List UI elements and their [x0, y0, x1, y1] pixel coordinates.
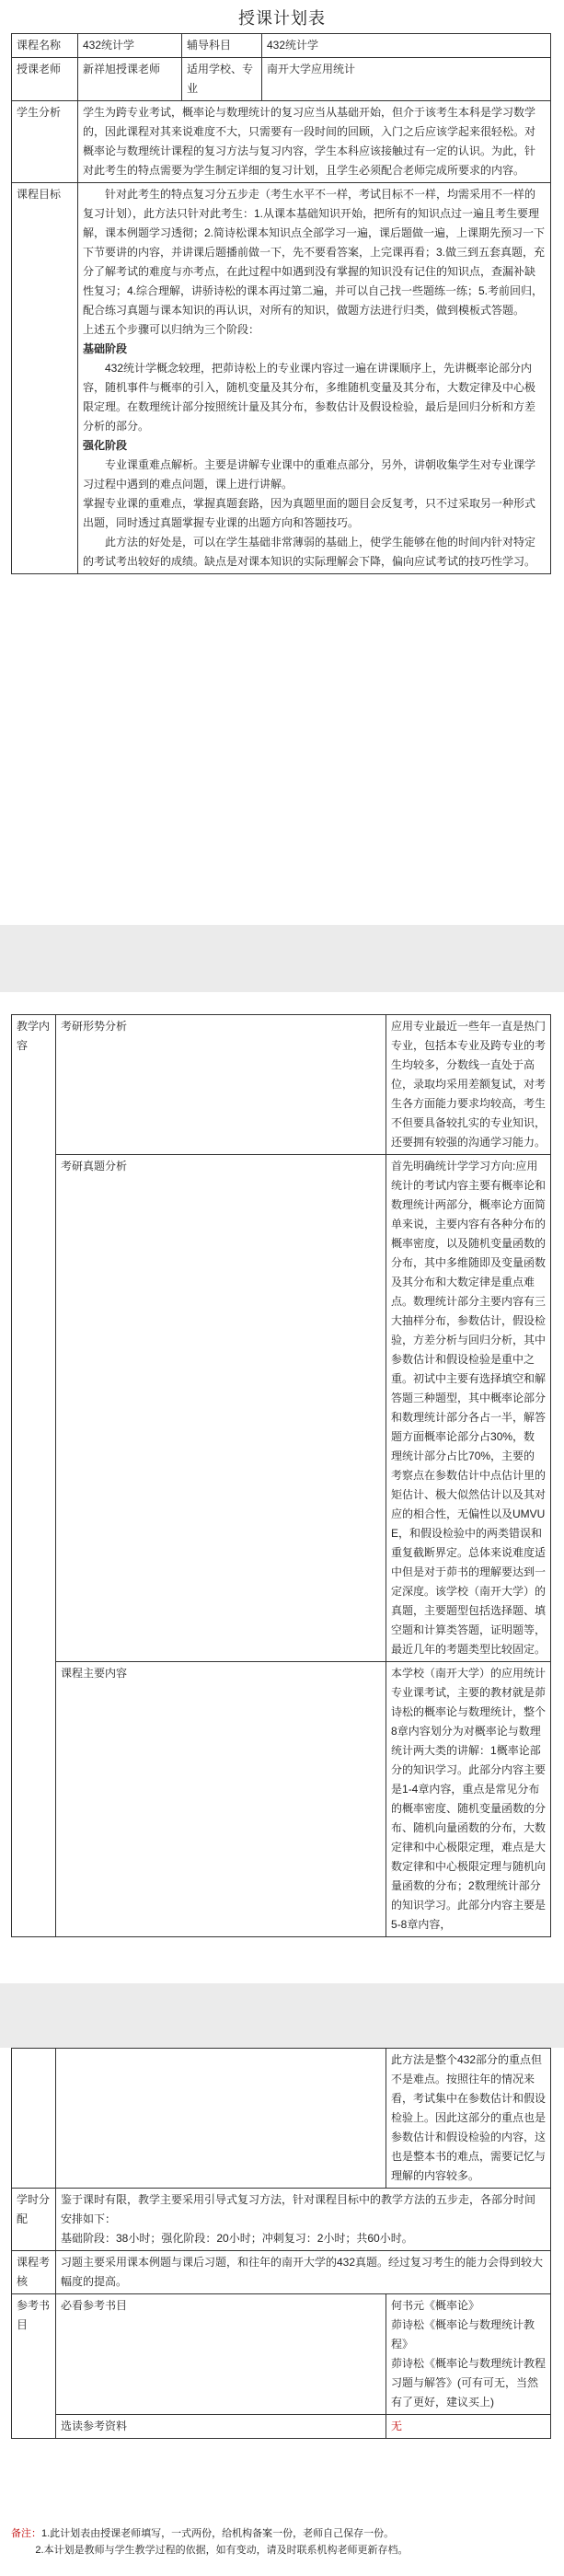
notes-line-1: 1.此计划表由授课老师填写，一式两份，给机构备案一份，老师自己保存一份。 [41, 2528, 395, 2539]
plan-table-part-1 [11, 33, 551, 574]
notes [11, 2526, 554, 2559]
analysis-label: 学生分析 [12, 101, 78, 183]
teacher-row [12, 58, 551, 101]
assessment-row [12, 2251, 551, 2294]
main-row [12, 1662, 551, 1937]
main-cont-row [12, 2049, 551, 2189]
stage2-text-3: 此方法的好处是，可以在学生基础非常薄弱的基础上，使学生能够在他的时间内针对特定的考试考出较好的成绩。缺点是对课本知识的实际理解会下降，偏向应试考试的技巧性学习。 [83, 536, 536, 568]
subject-value: 432统计学 [262, 34, 551, 58]
course-row [12, 34, 551, 58]
document-page-2 [0, 992, 564, 1983]
time-label: 学时分配 [12, 2189, 56, 2251]
time-text: 鉴于课时有限，教学主要采用引导式复习方法，针对课程目标中的教学方法的五步走，各部分时间安排如下： [61, 2193, 536, 2225]
school-value: 南开大学应用统计 [262, 58, 551, 101]
books-optional-row [12, 2415, 551, 2439]
analysis-row [12, 101, 551, 183]
school-label: 适用学校、专业 [182, 58, 262, 101]
notes-head: 备注： [11, 2528, 41, 2539]
stage2-title: 强化阶段 [83, 439, 128, 452]
goal-row [12, 183, 551, 574]
notes-line-2: 2.本计划是教师与学生教学过程的依据，如有变动，请及时联系机构老师更新存档。 [35, 2544, 409, 2556]
exam-row [12, 1155, 551, 1662]
goal-intro: 针对此考生的特点复习分五步走（考生水平不一样，考试目标不一样，均需采用不一样的复习计划），此方法只针对此考生：1.从课本基础知识开始，把所有的知识点过一遍且考生要理解，课本例题学习透彻；2.简诗松课本知识点全部学习一遍，课后题做一遍，上课期先预习一下下节要讲的内容，并讲课后题播前做一下，先不要看答案，上完课再看；3.做三到五套真题，充分了解考试的难度与亦考点，在此过程中如遇到没有掌握的知识没有记住的知识点，查漏补缺性复习；4.综合理解，讲骄诗松的课本再过第二遍，并可以自己找一些题练一练；5.考前回归，配合练习真题与课本知识的再认识，对所有的知识，做题方法进行归类，做到模板式答题。 [83, 188, 546, 317]
time-row [12, 2189, 551, 2251]
main-label: 课程主要内容 [56, 1662, 386, 1937]
stage2-text-1: 专业课重难点解析。主要是讲解专业课中的重难点部分，另外，讲朝收集学生对专业课学习过程中遇到的难点问题，课上进行讲解。 [83, 458, 536, 491]
books-required-row [12, 2294, 551, 2415]
teacher-value: 新祥旭授课老师 [78, 58, 182, 101]
situation-row [12, 1015, 551, 1155]
goal-label: 课程目标 [12, 183, 78, 574]
books-optional-value: 无 [386, 2415, 551, 2439]
situation-text: 应用专业最近一些年一直是热门专业，包括本专业及跨专业的考生均较多，分数线一直处于高位，录取均采用差额复试，对考生各方面能力要求均较高，考生不但要具备较扎实的专业知识，还要拥有较强的沟通学习能力。 [386, 1015, 551, 1155]
assessment-label: 课程考核 [12, 2251, 56, 2294]
situation-label: 考研形势分析 [56, 1015, 386, 1155]
book-item: 何书元《概率论》 [391, 2299, 480, 2312]
exam-label: 考研真题分析 [56, 1155, 386, 1662]
stage1-text: 432统计学概念较理，把茆诗松上的专业课内容过一遍在讲课顺序上，先讲概率论部分内容，随机事件与概率的引入，随机变量及其分布，多维随机变量及其分布，大数定律及中心极限定理。在数理统计部分按照统计量及其分布，参数估计及假设检验，最后是回归分析和方差分析的部分。 [83, 362, 536, 433]
plan-table-part-3 [11, 2048, 551, 2439]
analysis-text: 学生为跨专业考试，概率论与数理统计的复习应当从基础开始，但介于该考生本科是学习数学的，因此课程对其来说难度不大，只需要有一段时间的回顾，入门之后应该学起来很轻松。对概率论与数理统计课程的复习方法与复习内容，学生本科应该接触过有一定的认识。为此，针对此考生的特点需要为学生制定详细的复习计划，且学生必须配合老师完成所要求的内容。 [83, 106, 536, 177]
course-value: 432统计学 [78, 34, 182, 58]
assessment-text: 习题主要采用课本例题与课后习题，和往年的南开大学的432真题。经过复习考生的能力会得到较大幅度的提高。 [56, 2251, 551, 2294]
stage1-title: 基础阶段 [83, 342, 128, 355]
course-label: 课程名称 [12, 34, 78, 58]
subject-label: 辅导科目 [182, 34, 262, 58]
main-text-cont: 此方法是整个432部分的重点但不是难点。按照往年的情况来看，考试集中在参数估计和假设检验上。因此这部分的重点也是参数估计和假设检验的内容，这也是整本书的难点，需要记忆与理解的内容较多。 [386, 2049, 551, 2189]
content-label: 教学内容 [12, 1015, 56, 1937]
main-text: 本学校（南开大学）的应用统计专业课考试，主要的教材就是茆诗松的概率论与数理统计，整个8章内容划分为对概率论与数理统计两大类的讲解：1概率论部分的知识学习。此部分内容主要是1-4章内容，重点是常见分布的概率密度、随机变量函数的分布、随机向量函数的分布，大数定律和中心极限定理，难点是大数定律和中心极限定理与随机向量函数的分布；2数理统计部分的知识学习。此部分内容主要是5-8章内容， [386, 1662, 551, 1937]
exam-text: 首先明确统计学学习方向:应用统计的考试内容主要有概率论和数理统计两部分，概率论方面简单来说，主要内容有各种分布的概率密度，以及随机变量函数的分布，其中多维随即及变量函数及其分布和大数定律是重点难点。数理统计部分主要内容有三大抽样分布，参数估计，假设检验，方差分析与回归分析，其中参数估计和假设检验是重中之重。初试中主要有选择填空和解答题三种题型，其中概率论部分和数理统计部分各占一半，解答题方面概率论部分占30%，数理统计部分占比70%，主要的考察点在参数估计中点估计里的矩估计、极大似然估计以及其对应的相合性，无偏性以及UMVUE，和假设检验中的两类错误和重复截断界定。总体来说难度适中但是对于茆书的理解要达到一定深度。该学校（南开大学）的真题，主要题型包括选择题、填空题和计算类答题，证明题等，最近几年的考题类型比较固定。 [386, 1155, 551, 1662]
document-page-1 [0, 0, 564, 925]
time-detail: 基础阶段：38小时；强化阶段：20小时；冲刺复习：2小时；共60小时。 [61, 2232, 413, 2245]
goal-summary: 上述五个步骤可以归纳为三个阶段： [83, 323, 260, 336]
page-title: 授课计划表 [238, 9, 326, 28]
book-item: 茆诗松《概率论与数理统计教程习题与解答》(可有可无，当然有了更好，建议买上) [391, 2357, 547, 2409]
books-optional-label: 选读参考资料 [56, 2415, 386, 2439]
books-required-label: 必看参考书目 [56, 2294, 386, 2415]
teacher-label: 授课老师 [12, 58, 78, 101]
book-item: 茆诗松《概率论与数理统计教程》 [391, 2318, 535, 2351]
document-page-3 [0, 2048, 564, 2576]
stage2-text-2: 掌握专业课的重难点，掌握真题套路，因为真题里面的题目会反复考，只不过采取另一种形式出题，同时透过真题掌握专业课的出题方向和答题技巧。 [83, 497, 536, 529]
plan-table-part-2 [11, 1014, 551, 1937]
books-label: 参考书目 [12, 2294, 56, 2439]
